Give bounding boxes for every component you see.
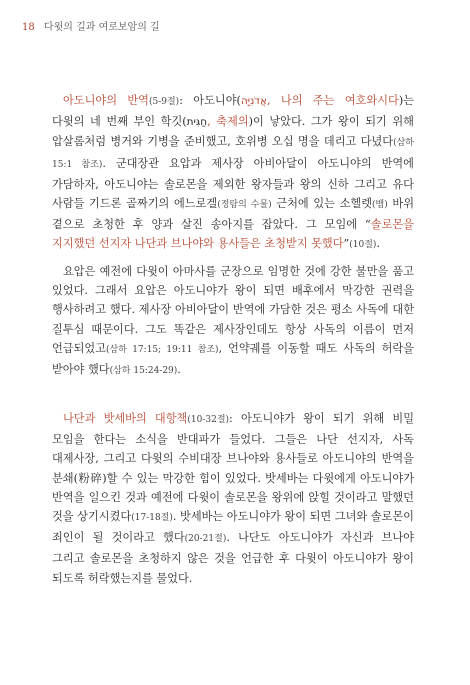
running-title: 다윗의 길과 여로보암의 길 <box>43 22 160 33</box>
body-text: 바위 곁으로 초청한 후 양과 살진 송아지를 잡았다. 그 모임에 “ <box>52 197 414 232</box>
paragraph-joab-abiathar <box>52 262 414 381</box>
body-text: . <box>177 363 181 377</box>
body-text: )는 다윗의 네 번째 부인 학깃( <box>52 94 414 129</box>
name-meaning: , 축제의 <box>207 115 249 129</box>
highlighted-quote: 솔로몬을 지지했던 선지자 나단과 브나야와 용사들은 초청받지 못했다 <box>52 218 414 251</box>
body-text: . 밧세바는 아도니야가 왕이 되면 그녀와 솔로몬이 죄인이 될 것이라고 했다 <box>52 510 414 545</box>
verse-reference: (5-9절) <box>148 97 180 107</box>
paragraph-adonijah-rebellion <box>52 91 414 256</box>
gloss: (뱀) <box>372 200 388 211</box>
paragraph-nathan-bathsheba <box>52 409 414 588</box>
body-text: 근처에 있는 소헬렛 <box>271 197 373 211</box>
body-text: . 나단도 아도니야가 자신과 브나야 그리고 솔로몬을 초청하지 않은 것을 언급한 후 다윗이 아도니야가 왕이 되도록 허락했는지를 물었다. <box>52 531 414 585</box>
body-text: )이 낳았다. 그가 왕이 되기 위해 압살롬처럼 병거와 기병을 준비했고, 호위병 오십 명을 데리고 다녔다 <box>52 115 414 149</box>
verse-reference: (10절) <box>349 240 377 251</box>
body-text: : 아도니야( <box>179 94 241 107</box>
body-text: 요압은 예전에 다윗이 아마사를 군장으로 임명한 것에 강한 불만을 품고 있었다. 그래서 요압은 아도니야가 왕이 되면 배후에서 막강한 권력을 행사하려고 했다. 제사장 아비아달이 반역에 가담한 것은 평소 사독에 대한 질투심 때문이다. 그도 똑같은 제사장인데도 항상 사독의 이름이 먼저 언급되었고 <box>52 265 414 355</box>
gloss: (정탐의 수물) <box>217 200 272 211</box>
body-text: ” <box>343 237 350 251</box>
running-header <box>22 18 160 33</box>
scripture-reference: (삼하 15:24-29) <box>109 366 178 377</box>
hebrew-word: חַגִּית <box>186 116 208 129</box>
name-meaning: , 나의 주는 여호와시다 <box>267 94 399 107</box>
body-text: . <box>376 237 380 251</box>
section-heading: 아도니야의 반역 <box>63 94 149 107</box>
scripture-reference: (삼하 15:1 참조) <box>52 138 414 170</box>
scripture-reference: (삼하 17:15; 19:11 참조) <box>106 344 219 355</box>
verse-reference: (17-18절) <box>131 513 173 524</box>
page-number: 18 <box>22 22 35 33</box>
section-heading: 나단과 밧세바의 대항책 <box>63 412 188 425</box>
hebrew-word: אֲדֹנִיָּה <box>240 95 268 107</box>
body-text: . 군대장관 요압과 제사장 아비아달이 아도니야의 반역에 가담하자, 아도니야는 솔로몬을 제외한 왕자들과 왕의 신하 그리고 유다 사람들 기드론 골짜기의 에느로겔 <box>52 156 414 211</box>
verse-reference: (10-32절) <box>187 415 230 425</box>
body-text: : 아도니야가 왕이 되기 위해 비밀 모임을 한다는 소식을 반대파가 들었다. 그들은 나단 선지자, 사독 대제사장, 그리고 다윗의 수비대장 브나야와 용사들로 아도니야의 반역을 분쇄(粉碎)할 수 있는 막강한 힘이 있었다. 밧세바는 다윗에게 아도니야가 반역을 일으킨 것과 예전에 다윗이 솔로몬을 왕위에 앉힐 것이라고 말했던 것을 상기시켰다 <box>52 412 414 524</box>
verse-reference: (20-21절) <box>184 534 227 545</box>
body-text: , 언약궤를 이동할 때도 사독의 허락을 받아야 했다 <box>52 341 414 377</box>
